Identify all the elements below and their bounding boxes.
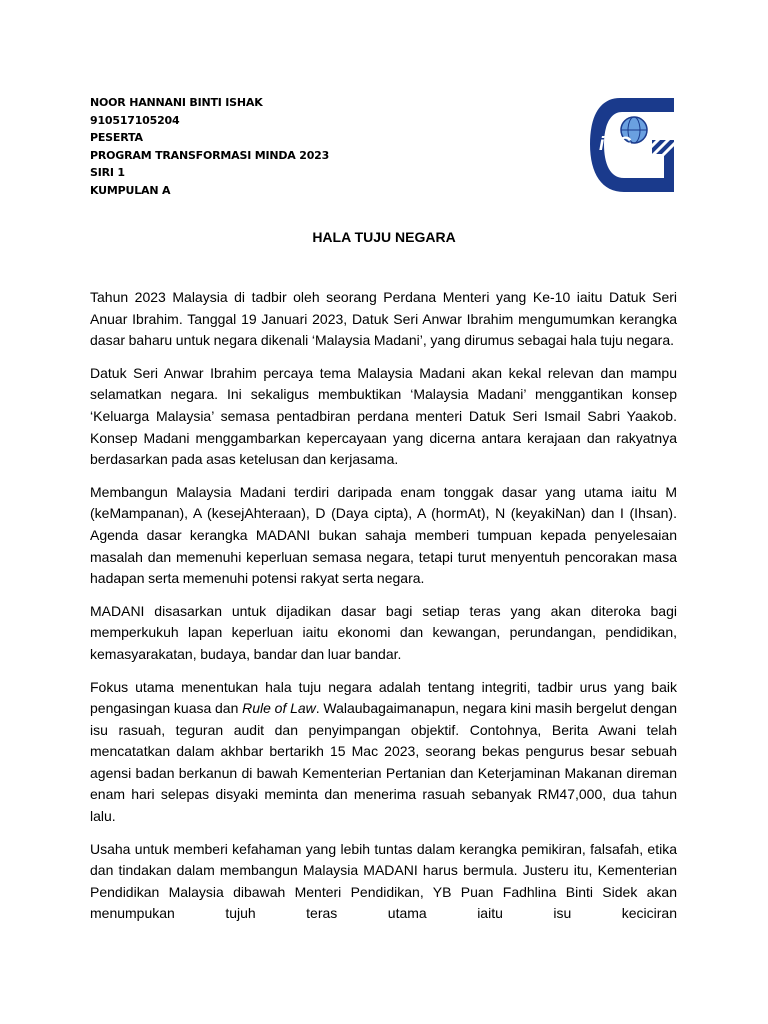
- paragraph: Usaha untuk memberi kefahaman yang lebih tuntas dalam kerangka pemikiran, falsafah, etika dan tindakan dalam membangun Malaysia MADANI harus bermula. Justeru itu, Kementerian Pendidikan Malaysia dibawah Menteri Pendidikan, YB Puan Fadhlina Binti Sidek akan menumpukan tujuh teras utama iaitu isu keciciran: [90, 840, 677, 922]
- paragraph-text: Fokus utama menentukan hala tuju negara adalah tentang integriti, tadbir urus yang baik pengasingan kuasa dan: [90, 678, 677, 717]
- paragraph: Tahun 2023 Malaysia di tadbir oleh seorang Perdana Menteri yang Ke-10 iaitu Datuk Seri Anuar Ibrahim. Tanggal 19 Januari 2023, Datuk Seri Anwar Ibrahim mengumumkan kerangka dasar baharu untuk negara dikenali ‘Malaysia Madani’, yang dirumus sebagai hala tuju negara.: [90, 289, 677, 349]
- paragraph-text: . Walaubagaimanapun, negara kini masih bergelut dengan isu rasuah, teguran audit dan penyimpangan objektif. Contohnya, Berita Awani telah mencatatkan dalam akhbar bertarikh 15 Mac 2023, seorang bekas pengurus besar sebuah agensi badan berkanun di bawah Kementerian Pertanian dan Keterjaminan Makanan direman enam hari selepas disyaki meminta dan menerima rasuah sebanyak RM47,000, dua tahun lalu.: [90, 700, 677, 825]
- paragraph: Datuk Seri Anwar Ibrahim percaya tema Malaysia Madani akan kekal relevan dan mampu selamatkan negara. Ini sekaligus membuktikan ‘Malaysia Madani’ menggantikan konsep ‘Keluarga Malaysia’ semasa pentadbiran perdana menteri Datuk Seri Ismail Sabri Yaakob. Konsep Madani menggambarkan kepercayaan yang dicerna antara kerajaan dan rakyatnya berdasarkan pada asas ketelusan dan kerjasama.: [90, 364, 677, 468]
- paragraph: [90, 677, 677, 828]
- author-id-number: 910517105204: [90, 113, 180, 127]
- paragraph: MADANI disasarkan untuk dijadikan dasar bagi setiap teras yang akan diteroka bagi memperkukuh lapan keperluan iaitu ekonomi dan kewangan, perundangan, pendidikan, kemasyarakatan, budaya, bandar dan luar bandar.: [90, 602, 677, 662]
- ipg-logo: [586, 92, 678, 198]
- program-name: PROGRAM TRANSFORMASI MINDA 2023: [90, 148, 330, 162]
- italic-term: Rule of Law: [242, 700, 316, 717]
- author-name: NOOR HANNANI BINTI ISHAK: [90, 96, 263, 109]
- paragraph: Membangun Malaysia Madani terdiri daripada enam tonggak dasar yang utama iaitu M (keMampanan), A (kesejAhteraan), D (Daya cipta), A (hormAt), N (keyakiNan) dan I (Ihsan). Agenda dasar kerangka MADANI bukan sahaja memberi tumpuan kepada penyelesaian masalah dan memenuhi keperluan semasa negara, tetapi turut menyentuh pencorakan masa hadapan serta memenuhi potensi rakyat serta negara.: [90, 483, 677, 587]
- author-info-block: [90, 94, 329, 200]
- group-label: KUMPULAN A: [90, 183, 171, 197]
- logo-text: iPG: [599, 134, 632, 155]
- series-label: SIRI 1: [90, 166, 125, 180]
- author-role: PESERTA: [90, 131, 143, 145]
- document-title: HALA TUJU NEGARA: [312, 229, 456, 245]
- document-body: [90, 287, 677, 936]
